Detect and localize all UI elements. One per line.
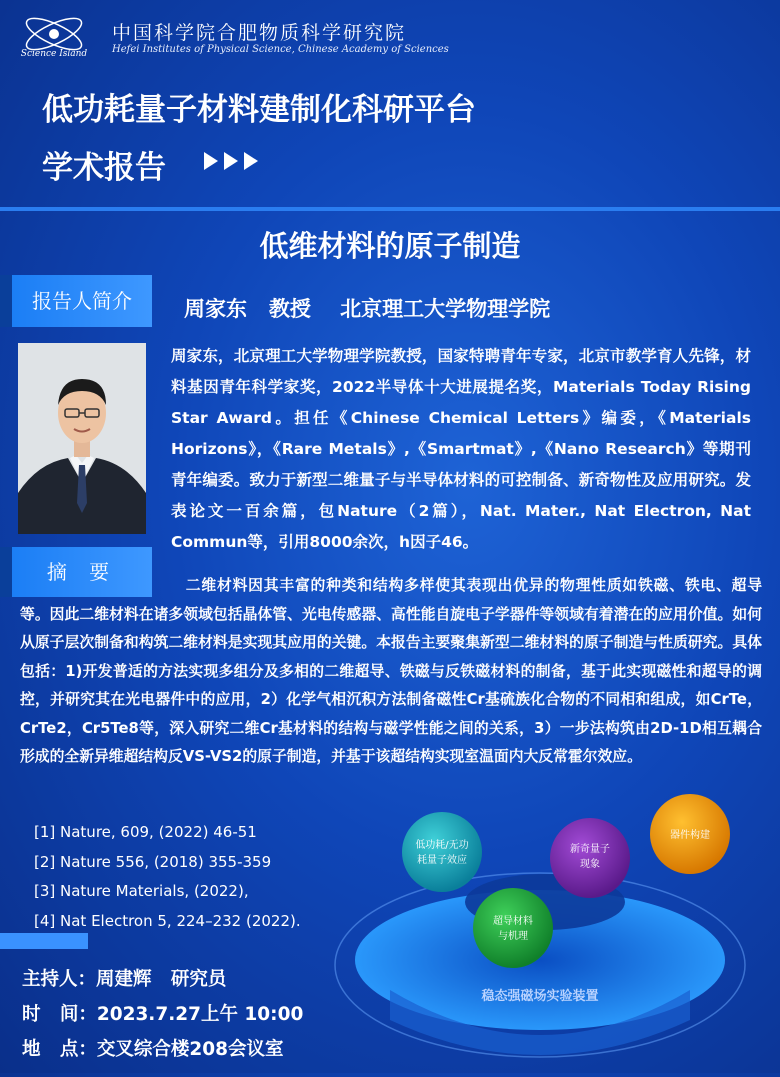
place: 地 点：交叉综合楼208会议室 xyxy=(22,1039,284,1060)
speaker-bio: 周家东，北京理工大学物理学院教授，国家特聘青年专家，北京市教学育人先锋，材料基因青年科学家奖，2022半导体十大进展提名奖，Materials Today Rising Star Award。担任《Chinese Chemical Letters》编委，《Materials Horizons》，《Rare Metals》,《Smartmat》,《Nano Research》等期刊青年编委。致力于新型二维量子与半导体材料的可控制备、新奇物性及应用研究。发表论文一百余篇，包Nature（2篇），Nat. Mater., Nat Electron, Nat Commun等，引用8000余次，h因子46。 xyxy=(171,347,751,551)
triple-arrow-icon xyxy=(204,150,260,176)
svg-text:Science Island: Science Island xyxy=(20,49,88,59)
svg-text:与机理: 与机理 xyxy=(498,931,528,942)
institute-name-cn: 中国科学院合肥物质科学研究院 xyxy=(112,22,407,44)
talk-title: 低维材料的原子制造 xyxy=(259,229,521,263)
accent-bar xyxy=(0,933,88,949)
speaker-line: 周家东 教授 北京理工大学物理学院 xyxy=(184,297,551,321)
svg-text:低功耗/无功: 低功耗/无功 xyxy=(415,840,469,851)
abstract-tag: 摘 要 xyxy=(12,547,152,597)
time: 时 间：2023.7.27上午 10:00 xyxy=(22,1004,304,1025)
tag-shadow xyxy=(0,275,12,327)
reference-item: [3] Nature Materials, (2022), xyxy=(34,882,249,900)
reference-item: [4] Nat Electron 5, 224–232 (2022). xyxy=(34,911,301,930)
references xyxy=(34,818,301,936)
speaker-photo xyxy=(18,343,146,534)
research-diagram xyxy=(330,790,780,1073)
bubble-superconductor xyxy=(473,888,553,968)
report-title: 学术报告 xyxy=(42,150,166,186)
svg-text:现象: 现象 xyxy=(580,859,600,870)
abstract-text: 二维材料因其丰富的种类和结构多样使其表现出优异的物理性质如铁磁、铁电、超导等。因此二维材料在诸多领域包括晶体管、光电传感器、高性能自旋电子学器件等领域有着潜在的应用价值。如何从原子层次制备和构筑二维材料是实现其应用的关键。本报告主要聚集新型二维材料的原子制造与性质研究。具体包括：1)开发普适的方法实现多组分及多相的二维超导、铁磁与反铁磁材料的制备，基于此实现磁性和超导的调控，并研究其在光电器件中的应用，2）化学气相沉积方法制备磁性Cr基硫族化合物的不同相和组成，如CrTe，CrTe2，Cr5Te8等，深入研究二维Cr基材料的结构与磁学性能之间的关系，3）一步法构筑由2D-1D相互耦合形成的全新异维超结构反VS-VS2的原子制造，并基于该超结构实现室温面内大反常霍尔效应。 xyxy=(20,577,762,765)
bubble-device xyxy=(650,794,730,874)
svg-text:新奇量子: 新奇量子 xyxy=(570,844,610,855)
divider xyxy=(0,207,780,211)
svg-text:耗量子效应: 耗量子效应 xyxy=(417,855,467,866)
platform-title: 低功耗量子材料建制化科研平台 xyxy=(42,92,476,128)
science-island-logo xyxy=(14,12,104,62)
reference-item: [2] Nature 556, (2018) 355-359 xyxy=(34,852,272,871)
svg-text:器件构建: 器件构建 xyxy=(670,830,710,841)
institute-name-en: Hefei Institutes of Physical Science, Chinese Academy of Sciences xyxy=(112,44,449,55)
host: 主持人：周建辉 研究员 xyxy=(22,969,227,990)
svg-text:稳态强磁场实验装置: 稳态强磁场实验装置 xyxy=(481,989,599,1004)
bubble-low-power xyxy=(402,812,482,892)
tag-shadow xyxy=(0,547,12,597)
speaker-intro-tag: 报告人简介 xyxy=(12,275,152,327)
svg-text:超导材料: 超导材料 xyxy=(493,916,533,927)
event-info xyxy=(22,962,303,1067)
bubble-novel-quantum xyxy=(550,818,630,898)
reference-item: [1] Nature, 609, (2022) 46-51 xyxy=(34,823,257,841)
